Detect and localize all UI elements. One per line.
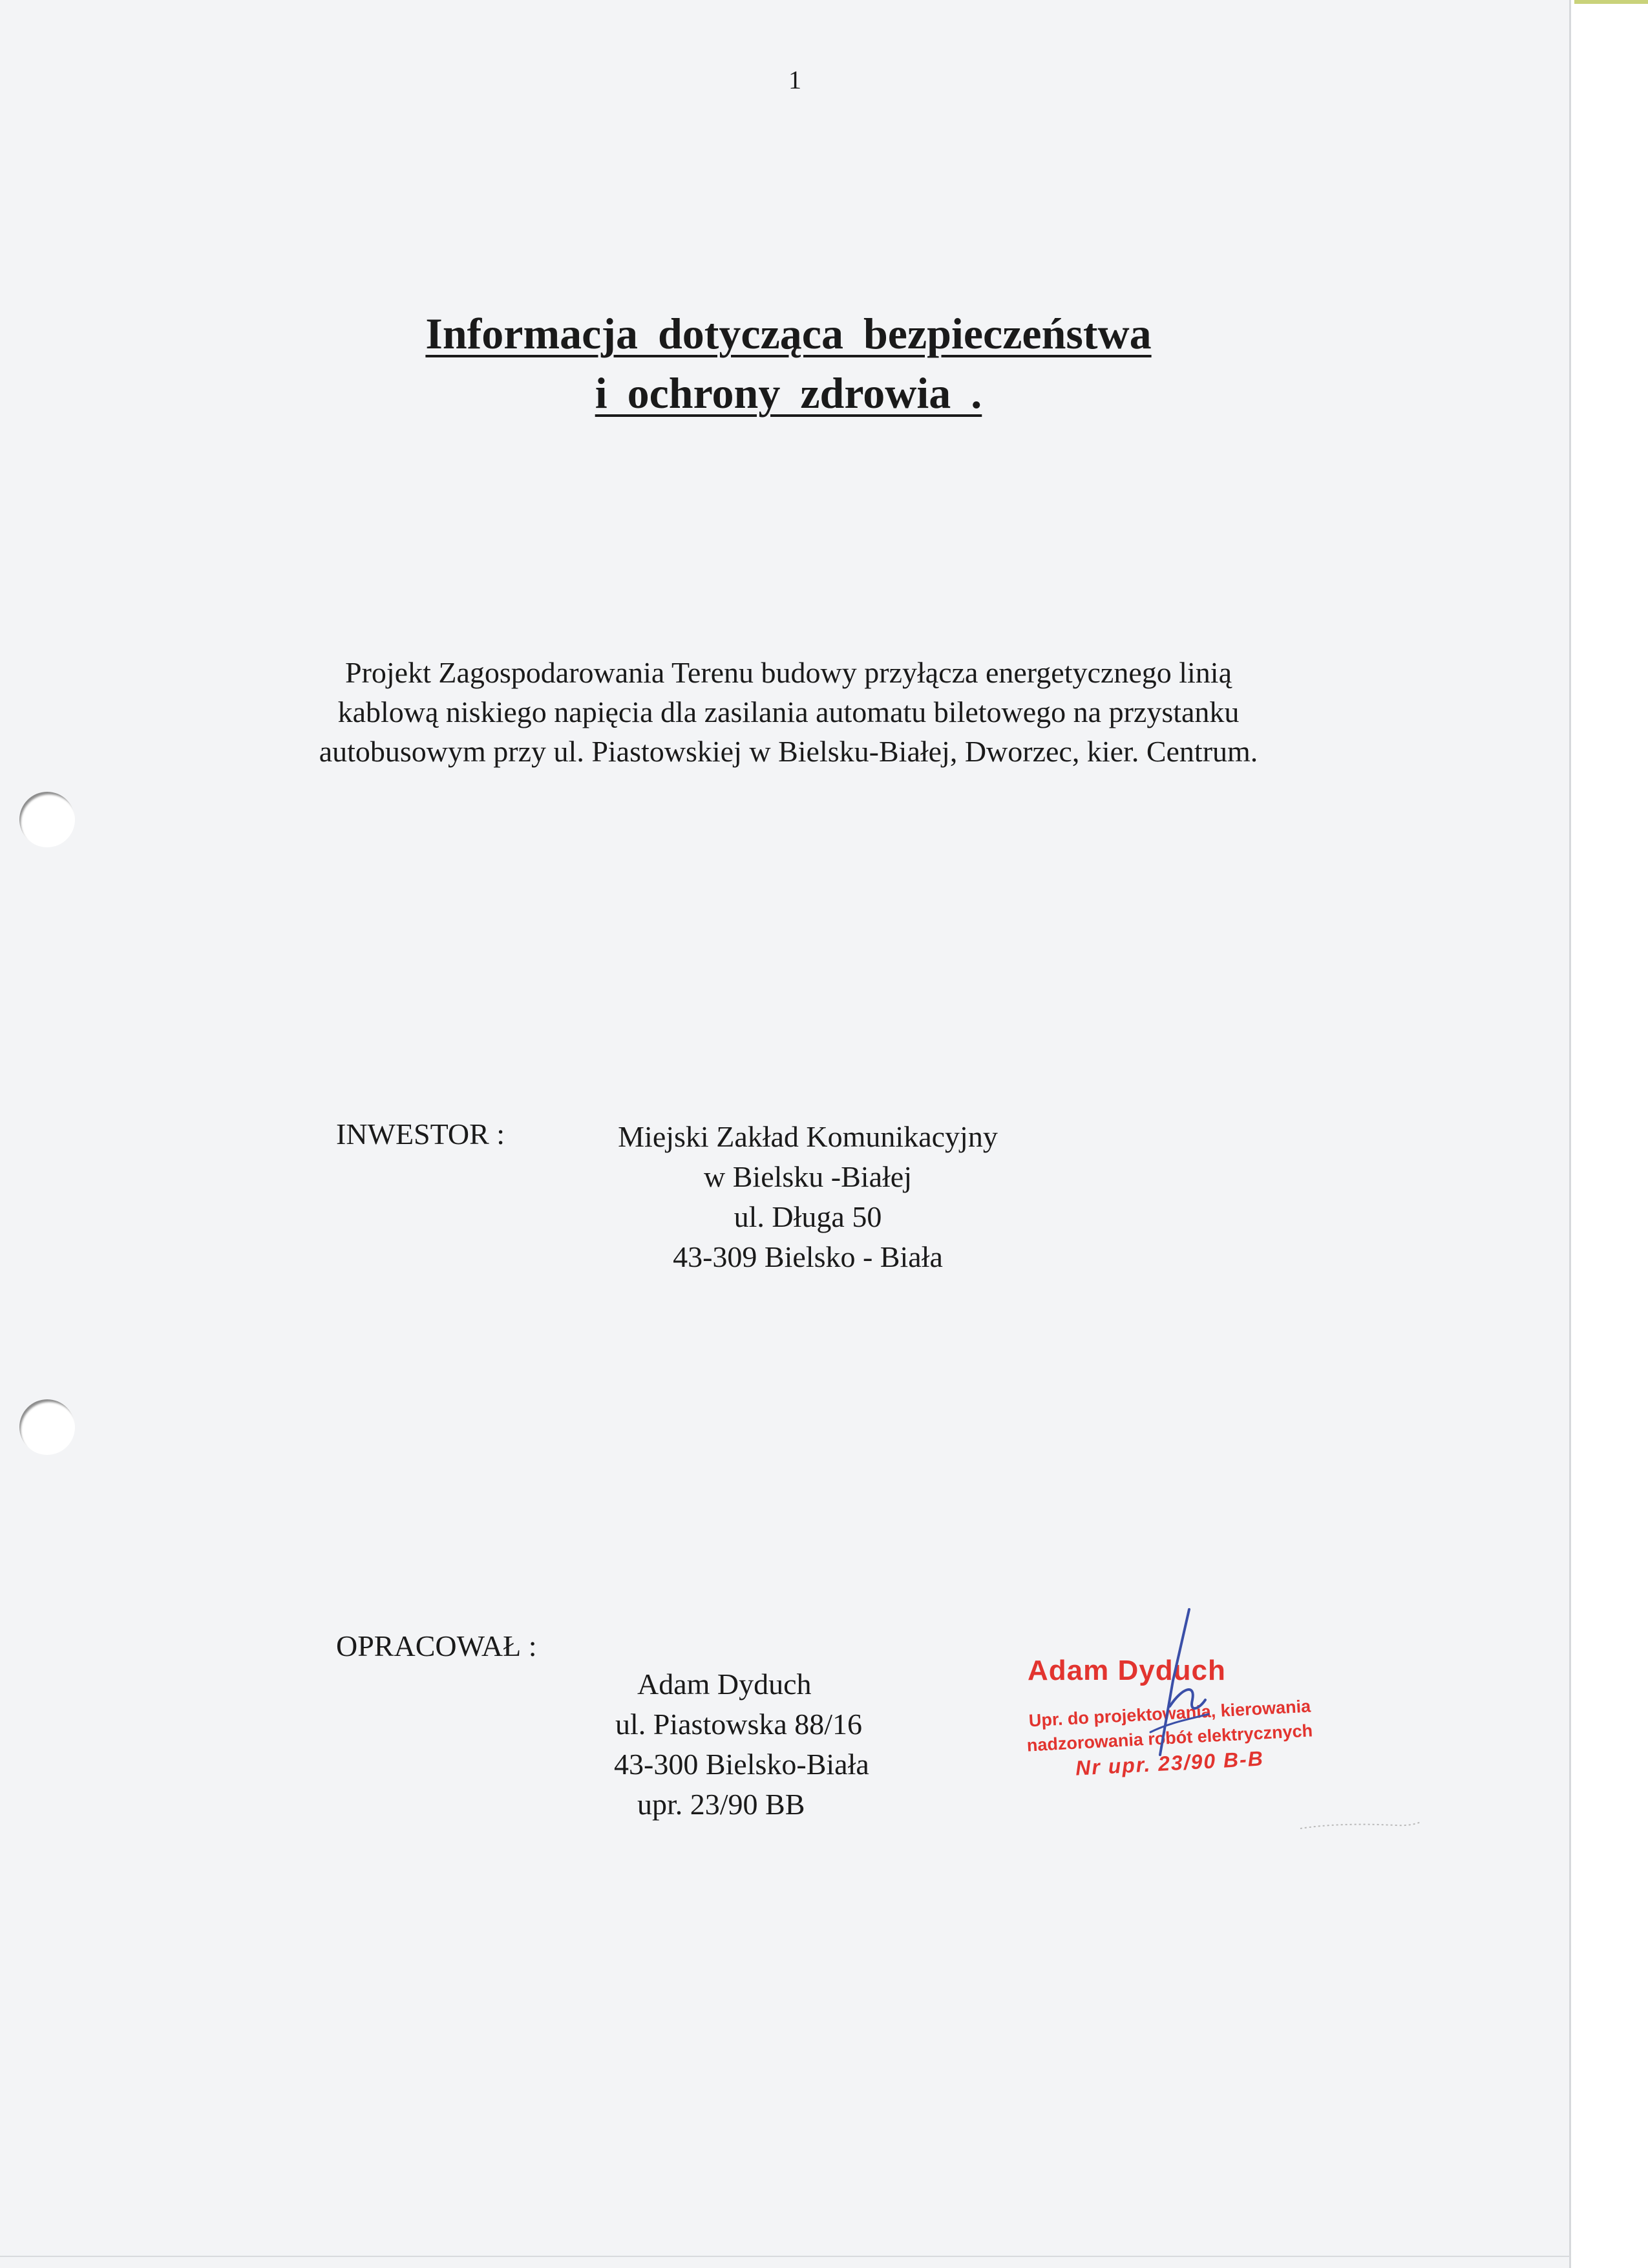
description-line: autobusowym przy ul. Piastowskiej w Bielsku-Białej, Dworzec, kier. Centrum. — [319, 735, 1258, 768]
punch-hole-bottom — [19, 1399, 75, 1455]
author-line: Adam Dyduch — [637, 1668, 812, 1701]
author-label: OPRACOWAŁ : — [336, 1629, 537, 1662]
stamp-line: Nr upr. 23/90 B-B — [1075, 1746, 1265, 1780]
stamp-name: Adam Dyduch — [1028, 1655, 1226, 1686]
description-line: kablową niskiego napięcia dla zasilania automatu biletowego na przystanku — [337, 695, 1240, 728]
investor-line: Miejski Zakład Komunikacyjny — [618, 1120, 998, 1153]
investor-address — [582, 1117, 1034, 1277]
punch-hole-top — [19, 792, 75, 847]
page-number: 1 — [788, 65, 801, 94]
author-line: 43-300 Bielsko-Biała — [614, 1748, 869, 1781]
author-line: ul. Piastowska 88/16 — [615, 1708, 863, 1741]
stamp-line: Upr. do projektowania, kierowania — [1028, 1696, 1311, 1731]
investor-line: ul. Długa 50 — [734, 1200, 882, 1233]
author-line: upr. 23/90 BB — [637, 1788, 805, 1821]
investor-line: w Bielsku -Białej — [704, 1160, 912, 1193]
author-address — [595, 1664, 869, 1825]
investor-line: 43-309 Bielsko - Biała — [673, 1240, 943, 1273]
scan-margin — [1570, 0, 1648, 2268]
scan-corner-accent — [1574, 0, 1648, 4]
ink-smudge — [1299, 1819, 1422, 1832]
project-description — [213, 653, 1364, 771]
stamp-line: nadzorowania robót elektrycznych — [1026, 1721, 1313, 1755]
title-line-1: Informacja dotycząca bezpieczeństwa — [425, 309, 1152, 358]
description-line: Projekt Zagospodarowania Terenu budowy przyłącza energetycznego linią — [344, 656, 1232, 689]
page-edge — [1569, 0, 1571, 2268]
investor-label: INWESTOR : — [336, 1118, 505, 1150]
document-title — [259, 304, 1318, 423]
signature-icon — [1112, 1603, 1241, 1797]
bottom-edge — [0, 2256, 1570, 2257]
title-line-2: i ochrony zdrowia . — [595, 368, 982, 418]
